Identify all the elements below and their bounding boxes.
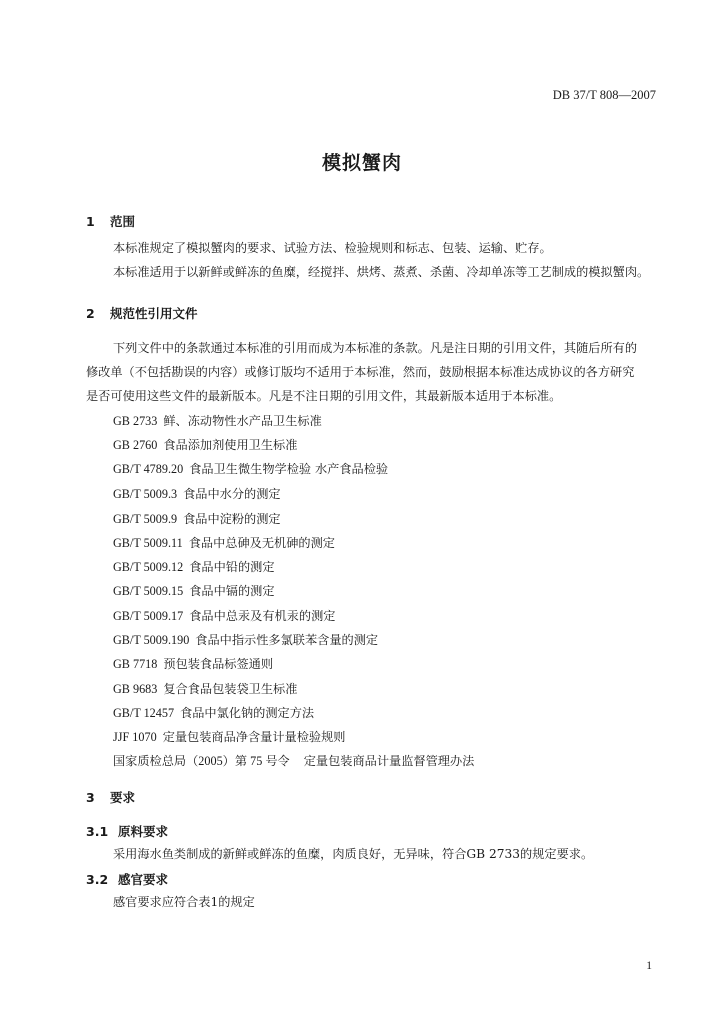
reference-title: 食品中淀粉的测定: [183, 512, 281, 526]
reference-item: [113, 412, 322, 429]
reference-item: [113, 534, 335, 551]
paragraph-line: 修改单（不包括勘误的内容）或修订版均不适用于本标准，然而，鼓励根据本标准达成协议的各方研究: [86, 365, 635, 379]
reference-code: GB/T 4789.20: [113, 462, 184, 476]
section-2-heading: [86, 304, 198, 322]
reference-title: 食品中总砷及无机砷的测定: [188, 536, 335, 550]
reference-title: 复合食品包装袋卫生标准: [163, 682, 298, 696]
reference-title: 食品中水分的测定: [183, 487, 281, 501]
paragraph-line: 是否可使用这些文件的最新版本。凡是不注日期的引用文件，其最新版本适用于本标准。: [86, 389, 562, 403]
reference-code: GB/T 12457: [113, 706, 175, 720]
paragraph: 本标准适用于以新鲜或鲜冻的鱼糜，经搅拌、烘烤、蒸煮、杀菌、冷却单冻等工艺制成的模拟蟹肉。: [113, 265, 650, 279]
section-3-heading: [86, 788, 135, 806]
reference-code: GB/T 5009.11: [113, 536, 183, 550]
reference-item: [113, 582, 275, 599]
reference-title: 食品中铅的测定: [189, 560, 275, 574]
reference-title: 食品添加剂使用卫生标准: [163, 438, 298, 452]
subsection-title: 感官要求: [118, 872, 169, 887]
reference-title: 食品中指示性多氯联苯含量的测定: [195, 633, 379, 647]
reference-item: [113, 460, 388, 477]
reference-title: 定量包装商品计量监督管理办法: [303, 754, 475, 768]
reference-code: GB/T 5009.190: [113, 633, 190, 647]
subsection-title: 原料要求: [118, 824, 169, 839]
reference-code: GB/T 5009.12: [113, 560, 184, 574]
section-number: 3: [86, 790, 95, 805]
section-1-heading: [86, 212, 135, 230]
paragraph: 感官要求应符合表1的规定: [113, 895, 255, 909]
reference-title: 鲜、冻动物性水产品卫生标准: [163, 414, 322, 428]
section-title: 要求: [110, 790, 136, 805]
reference-title: 食品卫生微生物学检验 水产食品检验: [189, 462, 389, 476]
reference-title: 定量包装商品净含量计量检验规则: [162, 730, 346, 744]
reference-code: GB 7718: [113, 657, 158, 671]
page-number: 1: [646, 960, 652, 972]
paragraph-line: 下列文件中的条款通过本标准的引用而成为本标准的条款。凡是注日期的引用文件，其随后所有的: [113, 341, 638, 355]
reference-item: [113, 752, 474, 769]
section-number: 2: [86, 306, 95, 321]
section-title: 规范性引用文件: [110, 306, 198, 321]
paragraph: 采用海水鱼类制成的新鲜或鲜冻的鱼糜，肉质良好，无异味，符合GB 2733的规定要求。: [113, 847, 594, 861]
subsection-3-1-heading: [86, 822, 168, 840]
reference-item: [113, 510, 281, 527]
subsection-number: 3.1: [86, 824, 109, 839]
page-title: 模拟蟹肉: [321, 152, 402, 174]
reference-code: GB/T 5009.3: [113, 487, 178, 501]
reference-code: GB 2760: [113, 438, 158, 452]
reference-title: 食品中总汞及有机汞的测定: [189, 609, 336, 623]
reference-item: [113, 728, 346, 745]
document-code: DB 37/T 808—2007: [552, 88, 656, 102]
reference-item: [113, 631, 378, 648]
reference-item: [113, 485, 281, 502]
subsection-number: 3.2: [86, 872, 109, 887]
reference-title: 食品中氯化钠的测定方法: [180, 706, 315, 720]
reference-title: 食品中镉的测定: [189, 584, 275, 598]
reference-item: [113, 558, 275, 575]
subsection-3-2-heading: [86, 870, 168, 888]
reference-code: GB 9683: [113, 682, 158, 696]
reference-item: [113, 436, 297, 453]
reference-code: GB 2733: [113, 414, 158, 428]
reference-item: [113, 704, 314, 721]
reference-code: 国家质检总局（2005）第 75 号令: [113, 754, 290, 768]
reference-code: GB/T 5009.9: [113, 512, 178, 526]
section-number: 1: [86, 214, 95, 229]
section-title: 范围: [110, 214, 136, 229]
reference-item: [113, 680, 297, 697]
reference-item: [113, 655, 273, 672]
reference-item: [113, 607, 335, 624]
reference-code: GB/T 5009.17: [113, 609, 184, 623]
reference-code: JJF 1070: [113, 730, 157, 744]
reference-code: GB/T 5009.15: [113, 584, 184, 598]
reference-title: 预包装食品标签通则: [163, 657, 274, 671]
paragraph: 本标准规定了模拟蟹肉的要求、试验方法、检验规则和标志、包装、运输、贮存。: [113, 241, 552, 255]
